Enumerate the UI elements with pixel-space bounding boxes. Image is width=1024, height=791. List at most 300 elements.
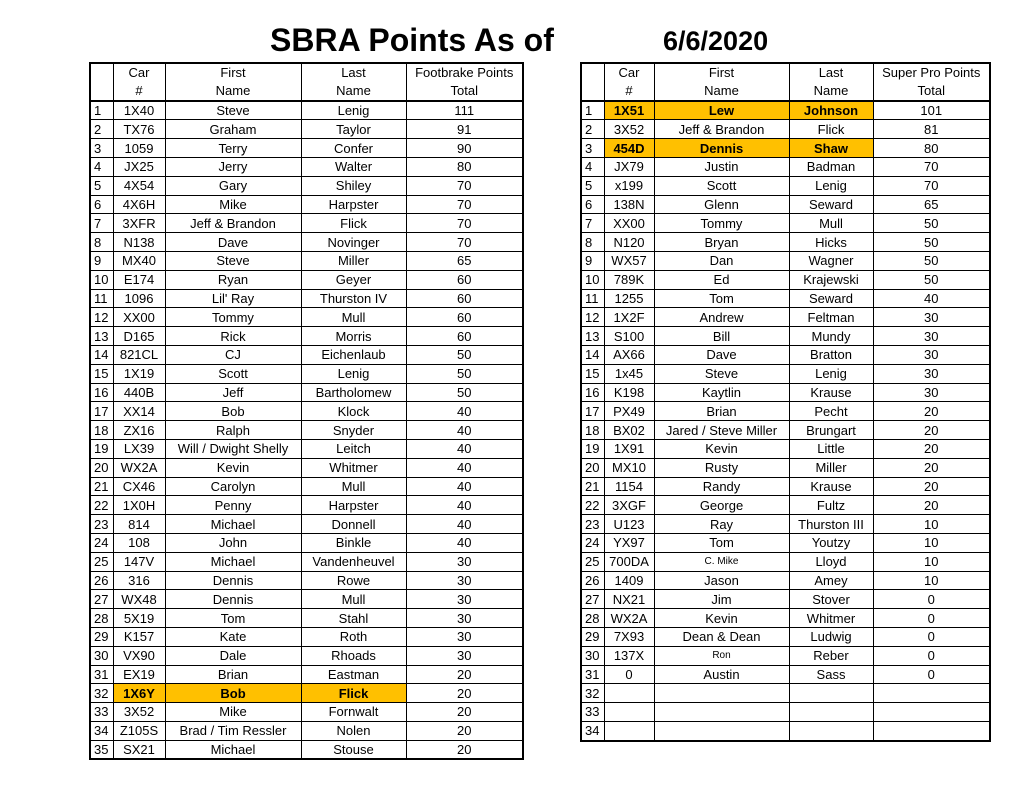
car-number-cell [604,721,654,740]
table-row [581,477,990,496]
last-name-cell: Sass [789,665,873,684]
table-row [581,609,990,628]
first-name-cell: Rusty [654,458,789,477]
first-name-cell: Andrew [654,308,789,327]
points-total-cell: 40 [406,458,523,477]
table-row [90,157,523,176]
rank-cell: 1 [90,101,113,120]
first-name-cell: Dean & Dean [654,627,789,646]
table-row [90,552,523,571]
first-name-cell: Justin [654,157,789,176]
last-name-cell: Whitmer [301,458,406,477]
points-total-cell: 70 [873,176,990,195]
first-name-cell: CJ [165,345,301,364]
car-number-cell: 1X0H [113,496,165,515]
last-name-cell: Shiley [301,176,406,195]
car-number-cell: 3X52 [604,120,654,139]
points-total-cell: 40 [406,533,523,552]
first-name-cell: Jared / Steve Miller [654,421,789,440]
last-name-cell: Brungart [789,421,873,440]
first-name-cell: Dennis [165,590,301,609]
first-name-cell [654,703,789,722]
last-name-cell: Whitmer [789,609,873,628]
table-row [90,402,523,421]
points-total-cell: 60 [406,289,523,308]
first-name-cell: Jeff & Brandon [165,214,301,233]
table-row [581,533,990,552]
column-header: Footbrake Points [406,63,523,82]
column-header [90,82,113,101]
column-header: Total [406,82,523,101]
column-header: Name [789,82,873,101]
first-name-cell: Michael [165,515,301,534]
table-row [90,327,523,346]
table-row [581,703,990,722]
points-total-cell: 10 [873,552,990,571]
rank-cell: 25 [90,552,113,571]
first-name-cell: Tommy [165,308,301,327]
first-name-cell: Steve [654,364,789,383]
table-row [581,646,990,665]
last-name-cell: Nolen [301,721,406,740]
table-row [90,721,523,740]
rank-cell: 8 [581,233,604,252]
points-total-cell: 70 [406,176,523,195]
points-total-cell: 30 [873,383,990,402]
rank-cell: 22 [90,496,113,515]
points-total-cell: 20 [873,477,990,496]
rank-cell: 21 [90,477,113,496]
points-total-cell: 30 [873,308,990,327]
table-row [581,233,990,252]
car-number-cell: 1X19 [113,364,165,383]
car-number-cell: VX90 [113,646,165,665]
table-row [581,327,990,346]
points-total-cell: 60 [406,270,523,289]
first-name-cell: Michael [165,740,301,759]
car-number-cell: 0 [604,665,654,684]
car-number-cell: XX00 [604,214,654,233]
points-total-cell: 20 [873,421,990,440]
rank-cell: 33 [90,703,113,722]
car-number-cell: 1409 [604,571,654,590]
first-name-cell: Ron [654,646,789,665]
last-name-cell: Fultz [789,496,873,515]
last-name-cell: Mull [301,308,406,327]
last-name-cell: Bartholomew [301,383,406,402]
column-header: Total [873,82,990,101]
rank-cell: 19 [90,439,113,458]
car-number-cell: PX49 [604,402,654,421]
car-number-cell: EX19 [113,665,165,684]
car-number-cell: 5X19 [113,609,165,628]
table-row [90,233,523,252]
table-row [90,496,523,515]
last-name-cell: Lenig [301,364,406,383]
table-row [90,646,523,665]
column-header: # [604,82,654,101]
points-total-cell: 20 [406,665,523,684]
car-number-cell: 1x45 [604,364,654,383]
points-total-cell: 40 [406,477,523,496]
last-name-cell: Youtzy [789,533,873,552]
first-name-cell: Ralph [165,421,301,440]
table-row [581,439,990,458]
table-row [90,533,523,552]
car-number-cell: 108 [113,533,165,552]
car-number-cell: WX2A [604,609,654,628]
first-name-cell: Dan [654,251,789,270]
rank-cell: 34 [90,721,113,740]
table-row [90,195,523,214]
table-row [90,364,523,383]
rank-cell: 14 [581,345,604,364]
points-total-cell: 40 [406,515,523,534]
points-total-cell [873,721,990,740]
car-number-cell: 1X51 [604,101,654,120]
first-name-cell: Gary [165,176,301,195]
table-row [90,251,523,270]
first-name-cell: Bob [165,402,301,421]
table-row [90,289,523,308]
last-name-cell: Lenig [789,364,873,383]
points-total-cell: 0 [873,609,990,628]
rank-cell: 31 [581,665,604,684]
points-total-cell: 80 [873,139,990,158]
last-name-cell: Thurston IV [301,289,406,308]
rank-cell: 8 [90,233,113,252]
column-header [581,63,604,82]
points-total-cell: 30 [406,552,523,571]
column-header: Last [301,63,406,82]
last-name-cell: Eastman [301,665,406,684]
points-total-cell: 30 [873,364,990,383]
table-row [90,590,523,609]
rank-cell: 27 [581,590,604,609]
last-name-cell: Fornwalt [301,703,406,722]
table-row [581,515,990,534]
rank-cell: 26 [581,571,604,590]
points-total-cell: 70 [406,214,523,233]
first-name-cell: Michael [165,552,301,571]
first-name-cell: Brad / Tim Ressler [165,721,301,740]
points-total-cell: 50 [873,214,990,233]
table-row [90,308,523,327]
table-row [90,571,523,590]
rank-cell: 29 [90,627,113,646]
first-name-cell [654,684,789,703]
header-row [90,63,523,82]
points-total-cell: 10 [873,571,990,590]
last-name-cell: Taylor [301,120,406,139]
rank-cell: 18 [581,421,604,440]
first-name-cell: George [654,496,789,515]
rank-cell: 10 [90,270,113,289]
last-name-cell: Snyder [301,421,406,440]
first-name-cell: John [165,533,301,552]
last-name-cell: Vandenheuvel [301,552,406,571]
last-name-cell: Thurston III [789,515,873,534]
first-name-cell: Brian [654,402,789,421]
last-name-cell: Flick [301,214,406,233]
points-total-cell: 70 [406,233,523,252]
points-total-cell: 40 [873,289,990,308]
table-row [90,458,523,477]
last-name-cell: Mull [789,214,873,233]
car-number-cell: CX46 [113,477,165,496]
car-number-cell: 4X6H [113,195,165,214]
rank-cell: 7 [581,214,604,233]
rank-cell: 18 [90,421,113,440]
points-total-cell: 50 [406,345,523,364]
rank-cell: 23 [581,515,604,534]
last-name-cell: Miller [301,251,406,270]
points-total-cell: 20 [873,402,990,421]
rank-cell: 24 [581,533,604,552]
table-row [90,684,523,703]
first-name-cell: Jeff & Brandon [654,120,789,139]
column-header: Car [113,63,165,82]
last-name-cell: Roth [301,627,406,646]
table-row [581,496,990,515]
first-name-cell [654,721,789,740]
last-name-cell: Wagner [789,251,873,270]
last-name-cell: Klock [301,402,406,421]
car-number-cell: LX39 [113,439,165,458]
points-total-cell: 30 [406,571,523,590]
table-row [581,101,990,120]
superpro-points-table [580,62,991,742]
last-name-cell: Mull [301,477,406,496]
last-name-cell: Seward [789,195,873,214]
table-row [90,214,523,233]
rank-cell: 23 [90,515,113,534]
car-number-cell: 1096 [113,289,165,308]
points-total-cell: 70 [873,157,990,176]
rank-cell: 30 [90,646,113,665]
car-number-cell: 814 [113,515,165,534]
car-number-cell: 3XGF [604,496,654,515]
first-name-cell: Ed [654,270,789,289]
last-name-cell [789,703,873,722]
car-number-cell: K198 [604,383,654,402]
first-name-cell: Will / Dwight Shelly [165,439,301,458]
table-row [90,383,523,402]
car-number-cell: N120 [604,233,654,252]
rank-cell: 32 [90,684,113,703]
points-total-cell [873,703,990,722]
table-row [90,477,523,496]
column-header: Super Pro Points [873,63,990,82]
last-name-cell: Morris [301,327,406,346]
rank-cell: 29 [581,627,604,646]
table-row [581,270,990,289]
last-name-cell: Donnell [301,515,406,534]
first-name-cell: Tom [654,533,789,552]
as-of-date: 6/6/2020 [663,26,769,56]
column-header: Name [654,82,789,101]
rank-cell: 14 [90,345,113,364]
car-number-cell: 821CL [113,345,165,364]
first-name-cell: Mike [165,703,301,722]
first-name-cell: Dave [654,345,789,364]
rank-cell: 12 [90,308,113,327]
points-total-cell: 20 [406,740,523,759]
last-name-cell: Reber [789,646,873,665]
points-total-cell: 10 [873,533,990,552]
rank-cell: 15 [581,364,604,383]
table-row [581,364,990,383]
points-total-cell: 20 [406,703,523,722]
car-number-cell: N138 [113,233,165,252]
first-name-cell: Randy [654,477,789,496]
table-row [581,157,990,176]
points-total-cell: 65 [873,195,990,214]
car-number-cell: E174 [113,270,165,289]
car-number-cell: 440B [113,383,165,402]
rank-cell: 17 [581,402,604,421]
points-total-cell: 101 [873,101,990,120]
points-total-cell: 0 [873,646,990,665]
table-row [581,552,990,571]
car-number-cell: YX97 [604,533,654,552]
table-row [581,721,990,740]
car-number-cell: 4X54 [113,176,165,195]
car-number-cell: 789K [604,270,654,289]
first-name-cell: Bryan [654,233,789,252]
rank-cell: 2 [90,120,113,139]
first-name-cell: Tommy [654,214,789,233]
rank-cell: 13 [581,327,604,346]
rank-cell: 35 [90,740,113,759]
table-row [581,665,990,684]
column-header: First [654,63,789,82]
table-row [581,289,990,308]
rank-cell: 16 [581,383,604,402]
first-name-cell: Jason [654,571,789,590]
first-name-cell: Kate [165,627,301,646]
points-total-cell: 20 [873,439,990,458]
first-name-cell: Bob [165,684,301,703]
points-total-cell: 91 [406,120,523,139]
car-number-cell: 138N [604,195,654,214]
table-row [581,120,990,139]
car-number-cell: 137X [604,646,654,665]
rank-cell: 31 [90,665,113,684]
rank-cell: 6 [581,195,604,214]
last-name-cell: Stahl [301,609,406,628]
rank-cell: 5 [90,176,113,195]
first-name-cell: Ray [654,515,789,534]
table-row [90,345,523,364]
last-name-cell: Krajewski [789,270,873,289]
last-name-cell: Confer [301,139,406,158]
table-row [90,665,523,684]
car-number-cell: S100 [604,327,654,346]
points-total-cell: 10 [873,515,990,534]
column-header: Name [301,82,406,101]
first-name-cell: Penny [165,496,301,515]
last-name-cell: Harpster [301,195,406,214]
rank-cell: 1 [581,101,604,120]
last-name-cell: Johnson [789,101,873,120]
first-name-cell: Austin [654,665,789,684]
last-name-cell: Mull [301,590,406,609]
table-row [581,571,990,590]
first-name-cell: Kevin [654,439,789,458]
table-row [90,515,523,534]
car-number-cell: XX00 [113,308,165,327]
car-number-cell: MX10 [604,458,654,477]
last-name-cell: Pecht [789,402,873,421]
first-name-cell: Carolyn [165,477,301,496]
last-name-cell [789,684,873,703]
car-number-cell: 3X52 [113,703,165,722]
rank-cell: 11 [90,289,113,308]
points-total-cell: 90 [406,139,523,158]
table-row [581,214,990,233]
last-name-cell: Geyer [301,270,406,289]
points-total-cell: 30 [406,627,523,646]
table-row [90,421,523,440]
rank-cell: 11 [581,289,604,308]
table-row [581,345,990,364]
rank-cell: 28 [90,609,113,628]
points-total-cell: 40 [406,421,523,440]
rank-cell: 19 [581,439,604,458]
last-name-cell: Leitch [301,439,406,458]
last-name-cell: Lenig [301,101,406,120]
car-number-cell: TX76 [113,120,165,139]
last-name-cell: Krause [789,477,873,496]
points-total-cell: 80 [406,157,523,176]
car-number-cell: D165 [113,327,165,346]
first-name-cell: Graham [165,120,301,139]
footbrake-points-table [89,62,524,760]
rank-cell: 30 [581,646,604,665]
points-total-cell: 60 [406,308,523,327]
table-row [90,139,523,158]
table-row [581,684,990,703]
first-name-cell: Dennis [654,139,789,158]
points-total-cell: 40 [406,496,523,515]
column-header: Car [604,63,654,82]
table-row [90,627,523,646]
last-name-cell: Flick [789,120,873,139]
car-number-cell: WX57 [604,251,654,270]
car-number-cell: 316 [113,571,165,590]
last-name-cell: Novinger [301,233,406,252]
car-number-cell: 7X93 [604,627,654,646]
rank-cell: 13 [90,327,113,346]
car-number-cell: K157 [113,627,165,646]
points-total-cell: 30 [406,590,523,609]
first-name-cell: Glenn [654,195,789,214]
first-name-cell: Dale [165,646,301,665]
points-total-cell: 70 [406,195,523,214]
rank-cell: 3 [90,139,113,158]
points-total-cell: 0 [873,590,990,609]
table-row [581,402,990,421]
rank-cell: 28 [581,609,604,628]
last-name-cell: Little [789,439,873,458]
table-row [581,308,990,327]
points-total-cell: 65 [406,251,523,270]
rank-cell: 9 [581,251,604,270]
points-total-cell [873,684,990,703]
car-number-cell: U123 [604,515,654,534]
header-row [581,63,990,82]
